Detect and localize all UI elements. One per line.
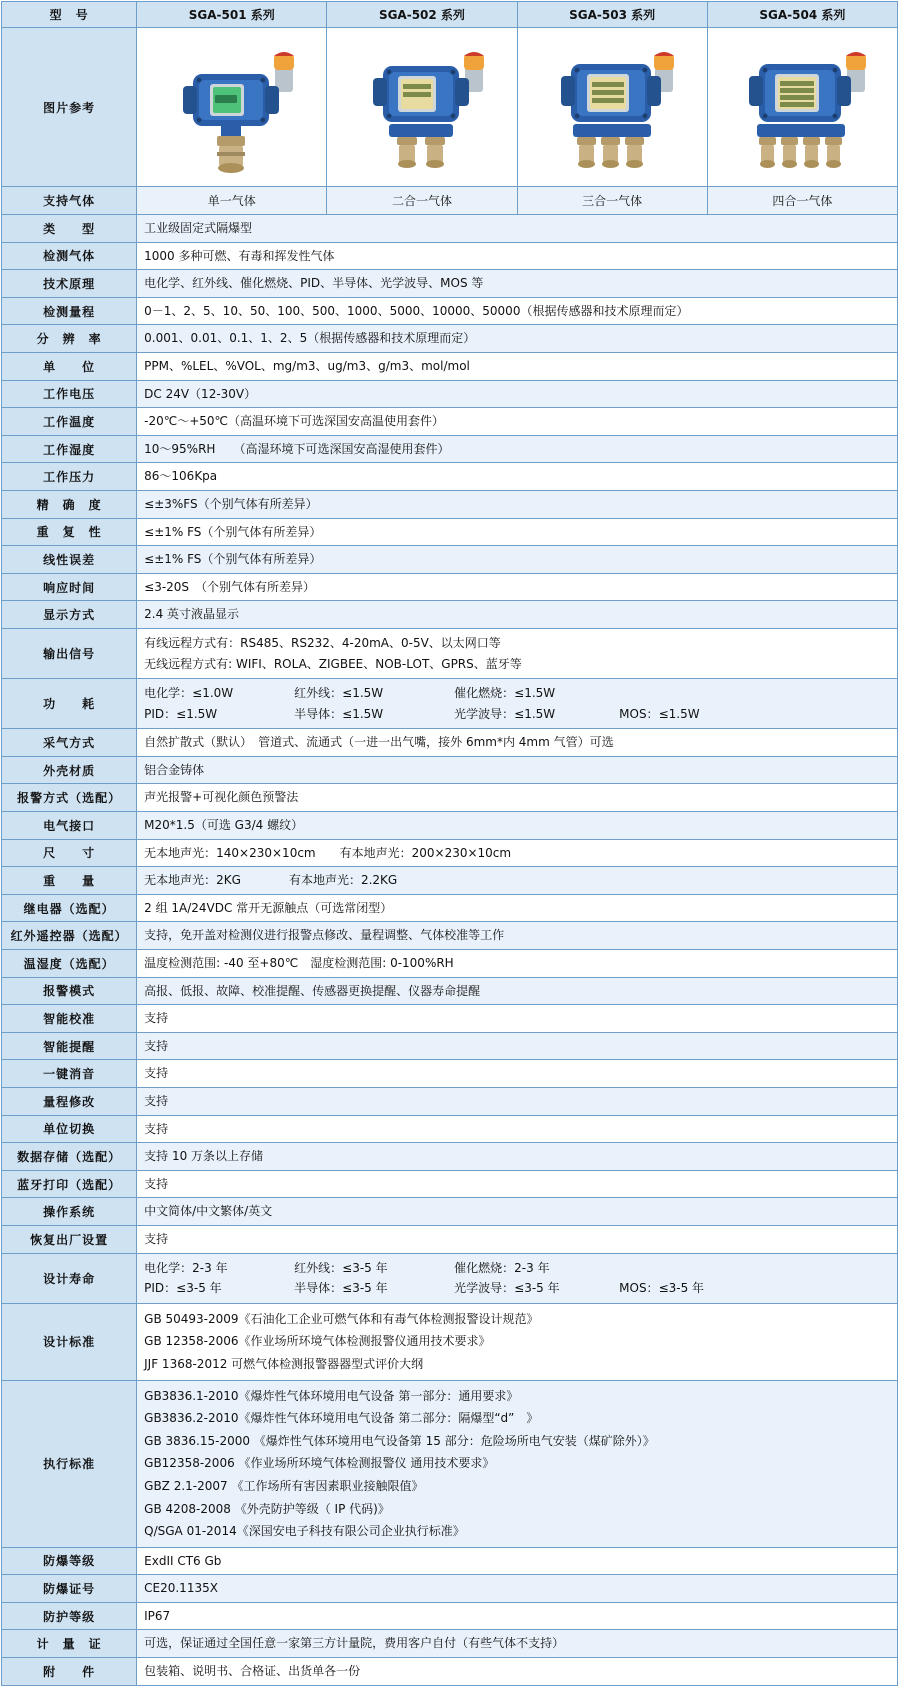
- row-value: 支持: [137, 1032, 898, 1060]
- model-header-3: SGA-503 系列: [517, 2, 707, 28]
- row-value-power: [137, 679, 898, 729]
- design-standard-line: GB 12358-2006《作业场所环境气体检测报警仪通用技术要求》: [144, 1334, 491, 1349]
- table-row: [2, 297, 898, 325]
- row-value: 电化学、红外线、催化燃烧、PID、半导体、光学波导、MOS 等: [137, 270, 898, 298]
- table-row: [2, 270, 898, 298]
- row-value: 无本地声光：2KG 有本地声光：2.2KG: [137, 867, 898, 895]
- output-wireless: 无线远程方式有: WIFI、ROLA、ZIGBEE、NOB-LOT、GPRS、蓝牙等: [144, 656, 522, 671]
- gas-detector-3-icon: [527, 32, 697, 182]
- gas-support-1: 单一气体: [137, 187, 327, 215]
- row-value: ≤±1% FS（个别气体有所差异）: [137, 546, 898, 574]
- row-label: 温湿度（选配）: [2, 950, 137, 978]
- table-row: [2, 408, 898, 436]
- product-image-2: [327, 28, 517, 187]
- row-label: 响应时间: [2, 573, 137, 601]
- row-value: 自然扩散式（默认） 管道式、流通式（一进一出气嘴，接外 6mm*内 4mm 气管）可选: [137, 729, 898, 757]
- row-label-exec-standards: 执行标准: [2, 1380, 137, 1547]
- table-row: [2, 1060, 898, 1088]
- row-value: ≤±3%FS（个别气体有所差异）: [137, 490, 898, 518]
- row-label: 报警模式: [2, 977, 137, 1005]
- table-row-gas-support: [2, 187, 898, 215]
- row-value: DC 24V（12-30V）: [137, 380, 898, 408]
- row-label: 恢复出厂设置: [2, 1225, 137, 1253]
- row-label: 尺 寸: [2, 839, 137, 867]
- row-value: ≤3-20S （个别气体有所差异）: [137, 573, 898, 601]
- row-label: 防爆等级: [2, 1547, 137, 1575]
- table-row: [2, 1032, 898, 1060]
- row-value: 中文简体/中文繁体/英文: [137, 1198, 898, 1226]
- table-row: [2, 894, 898, 922]
- life-item: 光学波导：≤3-5 年: [454, 1281, 560, 1296]
- life-item: MOS：≤3-5 年: [619, 1281, 705, 1296]
- row-value: 10～95%RH （高湿环境下可选深国安高湿使用套件）: [137, 435, 898, 463]
- row-label: 附 件: [2, 1658, 137, 1686]
- power-item: PID：≤1.5W: [144, 706, 218, 721]
- spec-table: [1, 1, 898, 1686]
- row-label: 继电器（选配）: [2, 894, 137, 922]
- row-label: 单位切换: [2, 1115, 137, 1143]
- row-label-design-life: 设计寿命: [2, 1253, 137, 1303]
- life-item: 红外线：≤3-5 年: [294, 1260, 388, 1275]
- table-row-model: [2, 2, 898, 28]
- power-item: 半导体：≤1.5W: [294, 706, 384, 721]
- life-line-1: [144, 1258, 890, 1279]
- row-label: 显示方式: [2, 601, 137, 629]
- life-item: 电化学：2-3 年: [144, 1260, 228, 1275]
- table-row: [2, 546, 898, 574]
- table-row: [2, 1547, 898, 1575]
- row-value: 声光报警+可视化颜色预警法: [137, 784, 898, 812]
- row-label: 类 型: [2, 215, 137, 243]
- row-value: 0.001、0.01、0.1、1、2、5（根据传感器和技术原理而定）: [137, 325, 898, 353]
- row-label: 量程修改: [2, 1088, 137, 1116]
- row-label: 采气方式: [2, 729, 137, 757]
- power-item: 电化学：≤1.0W: [144, 686, 234, 701]
- table-row: [2, 867, 898, 895]
- row-value: CE20.1135X: [137, 1575, 898, 1603]
- table-row: [2, 922, 898, 950]
- power-item: 光学波导：≤1.5W: [454, 706, 556, 721]
- table-row: [2, 950, 898, 978]
- row-value-exec-standards: [137, 1380, 898, 1547]
- row-value: 支持: [137, 1005, 898, 1033]
- row-value: 支持 10 万条以上存储: [137, 1143, 898, 1171]
- exec-standard-line: GB12358-2006 《作业场所环境气体检测报警仪 通用技术要求》: [144, 1456, 495, 1471]
- row-label: 工作湿度: [2, 435, 137, 463]
- row-value: 铝合金铸体: [137, 756, 898, 784]
- row-label-design-standards: 设计标准: [2, 1303, 137, 1380]
- row-value: 包装箱、说明书、合格证、出货单各一份: [137, 1658, 898, 1686]
- row-label: 工作电压: [2, 380, 137, 408]
- gas-detector-1-icon: [147, 32, 317, 182]
- table-row: [2, 1088, 898, 1116]
- table-row-power: [2, 679, 898, 729]
- model-header-1: SGA-501 系列: [137, 2, 327, 28]
- row-label: 重 复 性: [2, 518, 137, 546]
- power-item: MOS：≤1.5W: [619, 706, 700, 721]
- row-label: 蓝牙打印（选配）: [2, 1170, 137, 1198]
- row-value: 2.4 英寸液晶显示: [137, 601, 898, 629]
- row-value: 支持: [137, 1088, 898, 1116]
- table-row: [2, 1575, 898, 1603]
- exec-standard-line: GB3836.1-2010《爆炸性气体环境用电气设备 第一部分：通用要求》: [144, 1388, 519, 1403]
- table-row: [2, 380, 898, 408]
- row-label-output-signal: 输出信号: [2, 628, 137, 678]
- row-label: 智能提醒: [2, 1032, 137, 1060]
- power-line-1: [144, 683, 890, 704]
- row-label: 重 量: [2, 867, 137, 895]
- row-value: -20℃～+50℃（高温环境下可选深国安高温使用套件）: [137, 408, 898, 436]
- row-value: ExdII CT6 Gb: [137, 1547, 898, 1575]
- row-label: 工作温度: [2, 408, 137, 436]
- gas-support-4: 四合一气体: [707, 187, 897, 215]
- table-row: [2, 729, 898, 757]
- gas-detector-2-icon: [337, 32, 507, 182]
- exec-standard-line: Q/SGA 01-2014《深国安电子科技有限公司企业执行标准》: [144, 1524, 465, 1539]
- row-value-design-life: [137, 1253, 898, 1303]
- row-label: 报警方式（选配）: [2, 784, 137, 812]
- product-image-1: [137, 28, 327, 187]
- row-label: 分 辨 率: [2, 325, 137, 353]
- model-header-4: SGA-504 系列: [707, 2, 897, 28]
- row-label: 防爆证号: [2, 1575, 137, 1603]
- power-item: 红外线：≤1.5W: [294, 686, 384, 701]
- row-label: 计 量 证: [2, 1630, 137, 1658]
- row-value: 0－1、2、5、10、50、100、500、1000、5000、10000、50000（根据传感器和技术原理而定）: [137, 297, 898, 325]
- table-row-design-life: [2, 1253, 898, 1303]
- row-label-gas-support: 支持气体: [2, 187, 137, 215]
- row-value: ≤±1% FS（个别气体有所差异）: [137, 518, 898, 546]
- table-row: [2, 1658, 898, 1686]
- row-label: 工作压力: [2, 463, 137, 491]
- row-value: 可选，保证通过全国任意一家第三方计量院，费用客户自付（有些气体不支持）: [137, 1630, 898, 1658]
- output-wired: 有线远程方式有：RS485、RS232、4-20mA、0-5V、以太网口等: [144, 635, 501, 650]
- row-value: 支持: [137, 1060, 898, 1088]
- table-row: [2, 1115, 898, 1143]
- row-value: 86～106Kpa: [137, 463, 898, 491]
- row-label-model: 型 号: [2, 2, 137, 28]
- table-row: [2, 490, 898, 518]
- gas-support-3: 三合一气体: [517, 187, 707, 215]
- row-value: 支持，免开盖对检测仪进行报警点修改、量程调整、气体校准等工作: [137, 922, 898, 950]
- table-row: [2, 352, 898, 380]
- table-row: [2, 325, 898, 353]
- row-value: 1000 多种可燃、有毒和挥发性气体: [137, 242, 898, 270]
- row-label: 数据存储（选配）: [2, 1143, 137, 1171]
- row-label: 防护等级: [2, 1602, 137, 1630]
- life-item: 催化燃烧：2-3 年: [454, 1260, 550, 1275]
- table-row: [2, 812, 898, 840]
- row-label: 操作系统: [2, 1198, 137, 1226]
- row-value: 2 组 1A/24VDC 常开无源触点（可选常闭型）: [137, 894, 898, 922]
- row-label: 红外遥控器（选配）: [2, 922, 137, 950]
- exec-standard-line: GB 4208-2008 《外壳防护等级（ IP 代码)》: [144, 1501, 390, 1516]
- table-row: [2, 1005, 898, 1033]
- table-row: [2, 215, 898, 243]
- row-value: 高报、低报、故障、校准提醒、传感器更换提醒、仪器寿命提醒: [137, 977, 898, 1005]
- row-label-power: 功 耗: [2, 679, 137, 729]
- table-row: [2, 1170, 898, 1198]
- table-row: [2, 1602, 898, 1630]
- table-row: [2, 977, 898, 1005]
- table-row: [2, 518, 898, 546]
- row-label-image: 图片参考: [2, 28, 137, 187]
- row-label: 外壳材质: [2, 756, 137, 784]
- row-value: PPM、%LEL、%VOL、mg/m3、ug/m3、g/m3、mol/mol: [137, 352, 898, 380]
- row-value: 无本地声光：140×230×10cm 有本地声光：200×230×10cm: [137, 839, 898, 867]
- life-item: 半导体：≤3-5 年: [294, 1281, 388, 1296]
- table-row-images: [2, 28, 898, 187]
- life-line-2: [144, 1278, 890, 1299]
- table-row-exec-standards: [2, 1380, 898, 1547]
- row-value: 支持: [137, 1115, 898, 1143]
- table-row: [2, 242, 898, 270]
- gas-detector-4-icon: [717, 32, 887, 182]
- power-line-2: [144, 704, 890, 725]
- table-row: [2, 784, 898, 812]
- row-label: 线性误差: [2, 546, 137, 574]
- row-value: 工业级固定式隔爆型: [137, 215, 898, 243]
- life-item: PID：≤3-5 年: [144, 1281, 222, 1296]
- design-standard-line: GB 50493-2009《石油化工企业可燃气体和有毒气体检测报警设计规范》: [144, 1311, 539, 1326]
- power-item: 催化燃烧：≤1.5W: [454, 686, 556, 701]
- table-row: [2, 839, 898, 867]
- table-row: [2, 573, 898, 601]
- row-value: IP67: [137, 1602, 898, 1630]
- product-image-3: [517, 28, 707, 187]
- row-label: 电气接口: [2, 812, 137, 840]
- spec-sheet: [0, 1, 899, 1686]
- table-row: [2, 756, 898, 784]
- row-value-output-signal: [137, 628, 898, 678]
- row-value: 温度检测范围: -40 至+80℃ 湿度检测范围: 0-100%RH: [137, 950, 898, 978]
- exec-standard-line: GBZ 2.1-2007 《工作场所有害因素职业接触限值》: [144, 1478, 424, 1493]
- product-image-4: [707, 28, 897, 187]
- row-value: M20*1.5（可选 G3/4 螺纹）: [137, 812, 898, 840]
- row-value: 支持: [137, 1225, 898, 1253]
- table-row: [2, 463, 898, 491]
- row-label: 检测气体: [2, 242, 137, 270]
- row-label: 技术原理: [2, 270, 137, 298]
- design-standard-line: JJF 1368-2012 可燃气体检测报警器器型式评价大纲: [144, 1356, 424, 1371]
- row-label: 精 确 度: [2, 490, 137, 518]
- row-value: 支持: [137, 1170, 898, 1198]
- exec-standard-line: GB 3836.15-2000 《爆炸性气体环境用电气设备第 15 部分：危险场所电气安装（煤矿除外）》: [144, 1433, 655, 1448]
- row-label: 单 位: [2, 352, 137, 380]
- gas-support-2: 二合一气体: [327, 187, 517, 215]
- table-row: [2, 601, 898, 629]
- model-header-2: SGA-502 系列: [327, 2, 517, 28]
- table-row: [2, 435, 898, 463]
- table-row: [2, 1225, 898, 1253]
- table-row: [2, 1143, 898, 1171]
- row-label: 智能校准: [2, 1005, 137, 1033]
- exec-standard-line: GB3836.2-2010《爆炸性气体环境用电气设备 第二部分：隔爆型“d” 》: [144, 1411, 539, 1426]
- row-label: 检测量程: [2, 297, 137, 325]
- row-label: 一键消音: [2, 1060, 137, 1088]
- table-row-output-signal: [2, 628, 898, 678]
- table-row: [2, 1630, 898, 1658]
- table-row: [2, 1198, 898, 1226]
